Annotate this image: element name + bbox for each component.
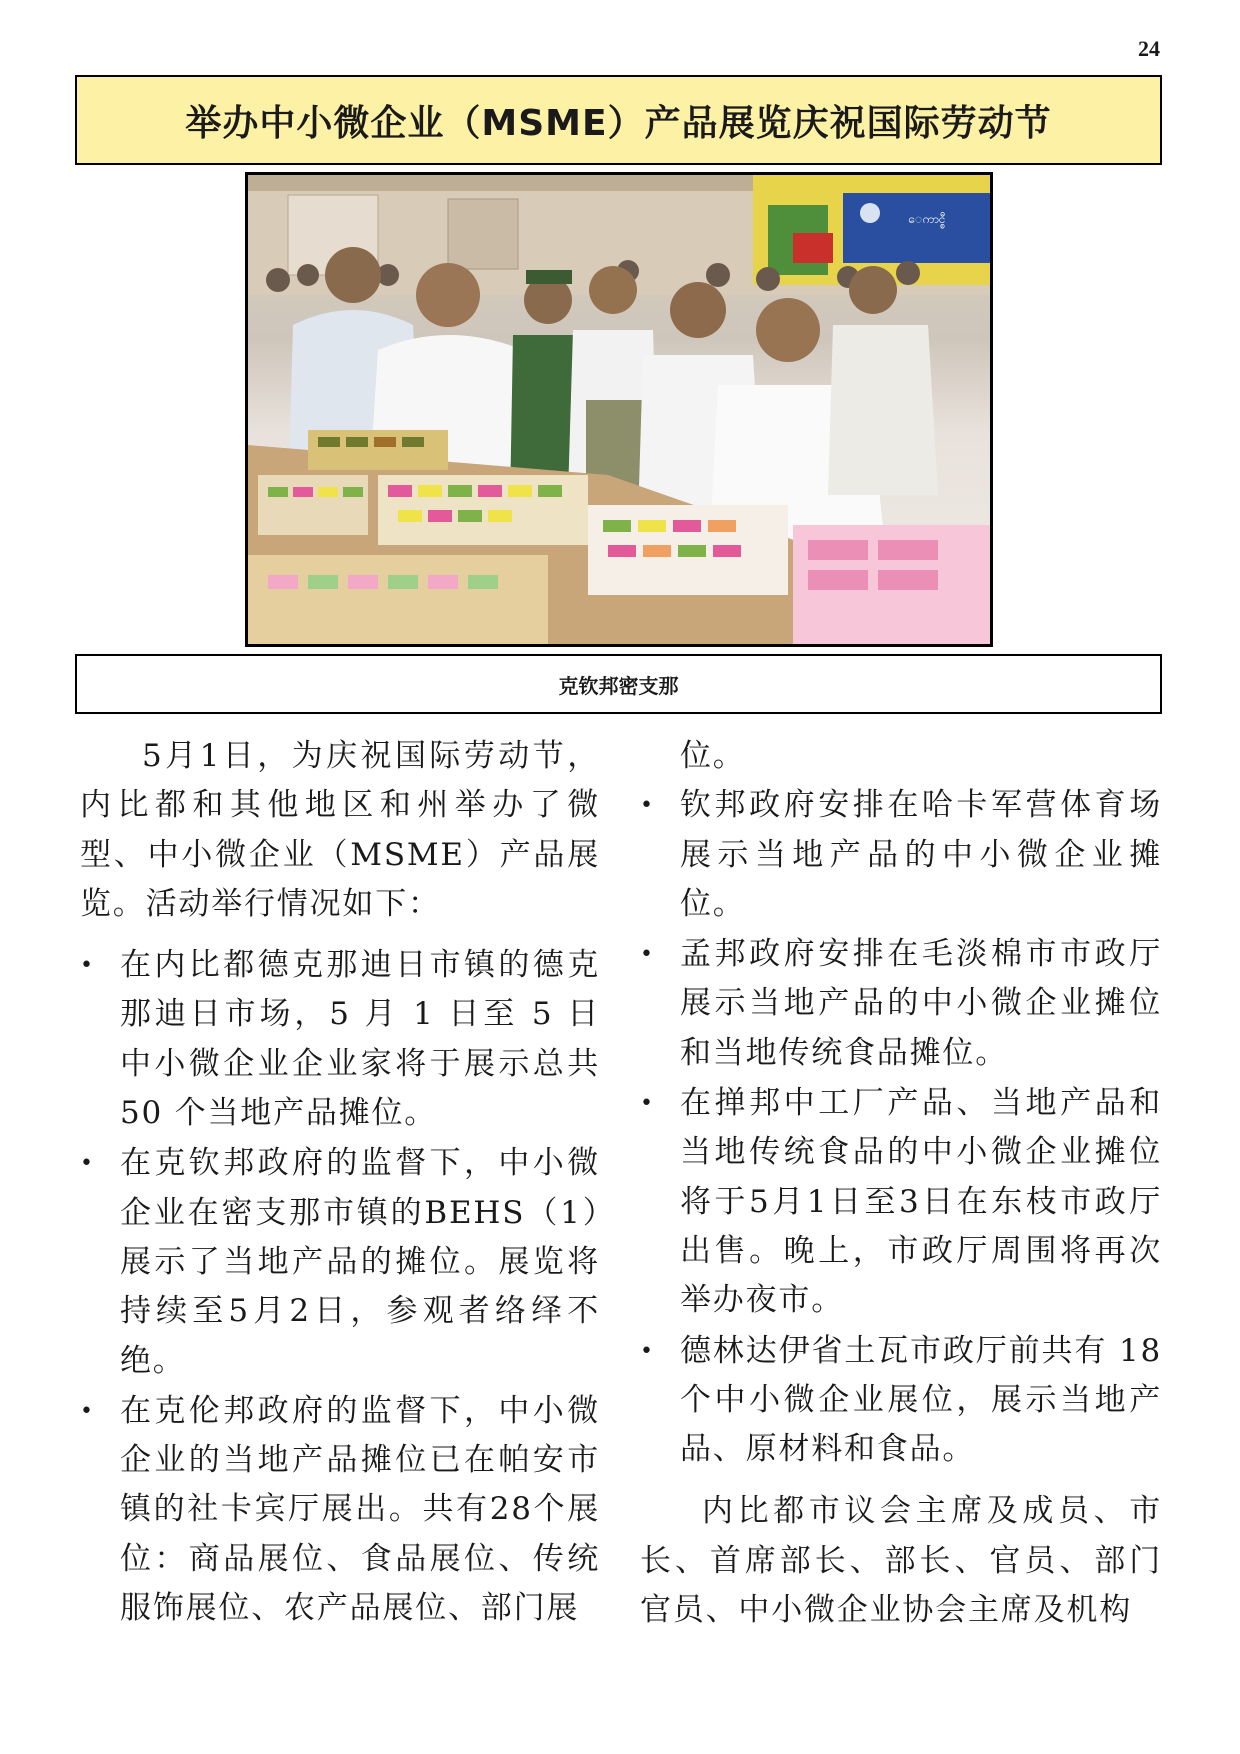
page-number: 24 bbox=[1138, 36, 1160, 61]
bullet-list-right bbox=[640, 781, 1162, 1474]
emblem-icon bbox=[860, 203, 880, 223]
bullet-list-left bbox=[80, 941, 600, 1633]
photo-illustration bbox=[248, 175, 990, 644]
flag-icon bbox=[793, 233, 833, 263]
list-item: • 在克钦邦政府的监督下，中小微企业在密支那市镇的BEHS（1）展示了当地产品的摊位。展览将持续至5月2日，参观者络绎不绝。 bbox=[80, 1139, 600, 1385]
article-title: 举办中小微企业（MSME）产品展览庆祝国际劳动节 bbox=[75, 75, 1162, 165]
official-6 bbox=[828, 266, 938, 495]
closing-paragraph: 内比都市议会主席及成员、市长、首席部长、部长、官员、部门官员、中小微企业协会主席及机构 bbox=[640, 1493, 1162, 1629]
window-mid bbox=[448, 199, 518, 269]
stage-banner bbox=[843, 193, 990, 263]
banner-text: ေကာင္စီ bbox=[908, 212, 946, 226]
list-item: • 在掸邦中工厂产品、当地产品和当地传统食品的中小微企业摊位将于5月1日至3日在东枝市政厅出售。晚上，市政厅周围将再次举办夜市。 bbox=[640, 1079, 1162, 1325]
news-photo bbox=[245, 172, 993, 647]
bullet-icon: • bbox=[640, 1338, 655, 1364]
bullet-icon: • bbox=[640, 1091, 655, 1117]
photo-caption: 克钦邦密支那 bbox=[75, 654, 1162, 714]
bullet-icon: • bbox=[80, 953, 95, 979]
list-item: • 在克伦邦政府的监督下，中小微企业的当地产品摊位已在帕安市镇的社卡宾厅展出。共有28个展位：商品展位、食品展位、传统服饰展位、农产品展位、部门展 bbox=[80, 1387, 600, 1633]
list-item: • 在内比都德克那迪日市镇的德克那迪日市场，5 月 1 日至 5 日中小微企业企业家将于展示总共 50 个当地产品摊位。 bbox=[80, 941, 600, 1138]
bullet-icon: • bbox=[80, 1151, 95, 1177]
bullet-icon: • bbox=[80, 1398, 95, 1424]
continued-text: 位。 bbox=[680, 738, 746, 774]
bullet-icon: • bbox=[640, 942, 655, 968]
list-item: • 德林达伊省土瓦市政厅前共有 18 个中小微企业展位，展示当地产品、原材料和食品。 bbox=[640, 1327, 1162, 1475]
left-column bbox=[80, 732, 600, 1634]
bullet-icon: • bbox=[640, 793, 655, 819]
list-item: • 孟邦政府安排在毛淡棉市市政厅展示当地产品的中小微企业摊位和当地传统食品摊位。 bbox=[640, 930, 1162, 1078]
right-column bbox=[640, 732, 1162, 1635]
intro-paragraph: 5月1日，为庆祝国际劳动节，内比都和其他地区和州举办了微型、中小微企业（MSME）产品展览。活动举行情况如下： bbox=[80, 738, 600, 922]
list-item: • 钦邦政府安排在哈卡军营体育场展示当地产品的中小微企业摊位。 bbox=[640, 781, 1162, 929]
